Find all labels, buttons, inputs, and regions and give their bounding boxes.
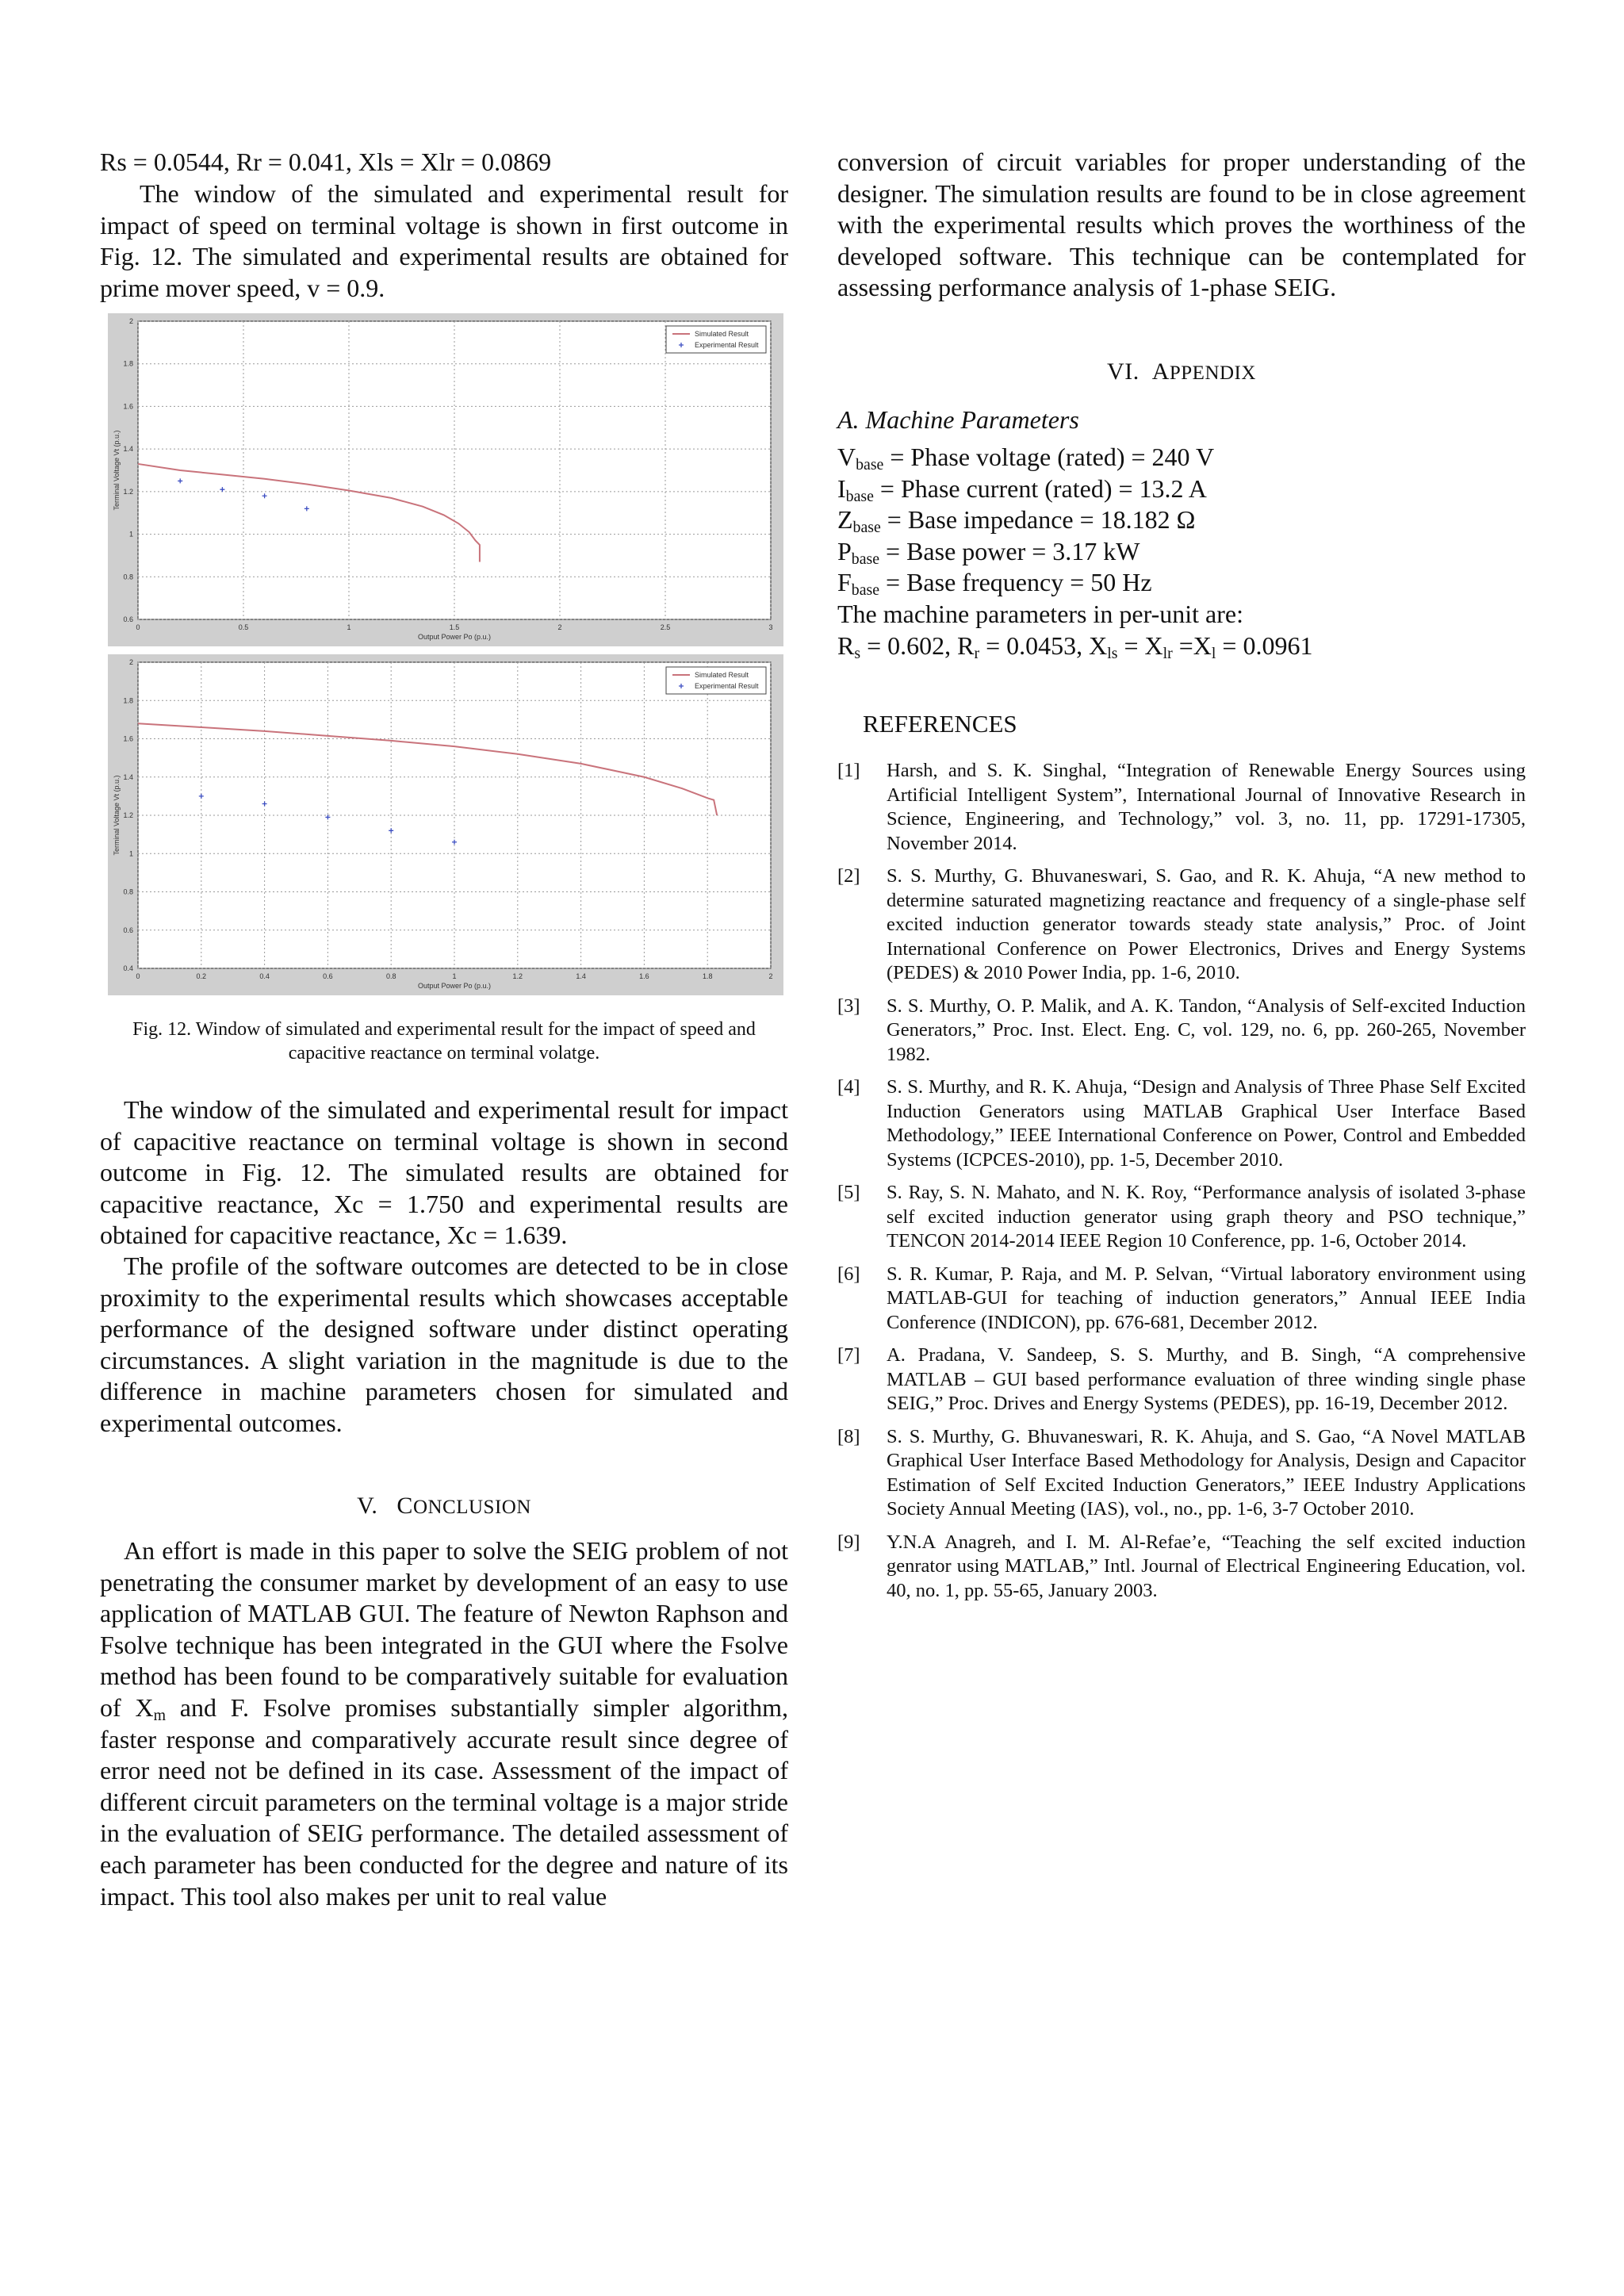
x-tick-label: 1.6 [639,972,649,980]
speed-paragraph: The window of the simulated and experimental result for impact of speed on terminal voltage is shown in first outcome in Fig. 12. The simulated and experimental results are obtained for prime mover speed, v = 0.9. [100,179,788,302]
appendix-first: A [1151,358,1170,385]
x-tick-label: 0.4 [259,972,270,980]
pu-intro: The machine parameters in per-unit are: [837,599,1243,628]
x-tick-label: 2 [557,623,562,631]
conclusion-text-b: and F. Fsolve promises substantially simpler algorithm, faster response and comparatively accurate result since degree of error need not be defined in its case. Assessment of the impact of different circuit parameters on the terminal voltage is a major stride in the evaluation of SEIG performance. The detailed assessment of each parameter has been conducted for the degree and nature of its impact. This tool also makes per unit to real value [100,1692,789,1911]
y-tick-label: 1 [128,530,133,539]
y-tick-label: 1.8 [123,696,133,705]
reference-item: [6] S. R. Kumar, P. Raja, and M. P. Selvan, “Virtual laboratory environment using MATLAB-GUI for teaching of induction generators,” Annual IEEE India Conference (INDICON), pp. 676-681, December 2012. [837,1263,1526,1333]
conclusion-text-a: An effort is made in this paper to solve the SEIG problem of not penetrating the consumer market by development of an easy to use application of MATLAB GUI. The feature of Newton Raphson and Fsolve technique has been integrated in the GUI where the Fsolve method has been found to be comparatively suitable for evaluation of X [100,1536,788,1722]
plot-speed-svg [108,313,783,646]
reference-item: [5] S. Ray, S. N. Mahato, and N. K. Roy, “Performance analysis of isolated 3-phase self excited induction generator using graph theory and PSO technique,” TENCON 2014-2014 IEEE Region 10 Conference, pp. 1-6, October 2014. [837,1182,1526,1251]
y-tick-label: 0.6 [123,615,133,623]
conversion-paragraph: conversion of circuit variables for proper understanding of the designer. The simulation results are found to be in close agreement with the experimental results which proves the worthiness of the developed software. This technique can be contemplated for assessing performance analysis of 1-phase SEIG. [837,148,1526,302]
param-pbase: $P_{base}$ = Base power = 3.17 kW [837,536,1140,568]
conclusion-heading [100,1493,788,1520]
params-line: Rs = 0.0544, Rr = 0.041, Xls = Xlr = 0.0869 [100,148,552,176]
x-axis-label: Output Power Po (p.u.) [417,982,492,990]
reference-item: [7] A. Pradana, V. Sandeep, S. S. Murthy, and B. Singh, “A comprehensive MATLAB – GUI based performance evaluation of three winding single phase SEIG,” Proc. Drives and Energy Systems (PEDES), pp. 16-19, December 2012. [837,1344,1526,1414]
y-tick-label: 1.6 [123,734,133,743]
conclusion-rest: ONCLUSION [412,1497,531,1518]
y-tick-label: 0.8 [123,887,133,896]
param-fbase: $F_{base}$ = Base frequency = 50 Hz [837,568,1152,600]
param-vbase: $V_{base}$ = Phase voltage (rated) = 240 V [837,443,1215,473]
param-zbase: $Z_{base}$ = Base impedance = 18.182 Ω [837,505,1196,537]
x-tick-label: 1 [452,972,457,980]
plot-area [138,662,771,968]
reactance-paragraph: The window of the simulated and experimental result for impact of capacitive reactance on terminal voltage is shown in second outcome in Fig. 12. The simulated results are obtained for capacitive reactance, Xc = 1.750 and experimental results are obtained for capacitive reactance, Xc = 1.639. [100,1095,788,1250]
x-tick-label: 1.8 [702,972,713,980]
x-tick-label: 1 [347,623,351,631]
conclusion-num: V. [357,1493,378,1519]
y-tick-label: 1 [128,849,133,858]
reference-item: [4] S. S. Murthy, and R. K. Ahuja, “Design and Analysis of Three Phase Self Excited Induction Generators using MATLAB Graphical User Interface Based Methodology,” IEEE International Conference on Power, Control and Embedded Systems (ICPCES-2010), pp. 1-5, December 2010. [837,1076,1526,1171]
reference-list [837,759,1526,1612]
y-tick-label: 1.4 [123,445,133,454]
profile-paragraph: The profile of the software outcomes are detected to be in close proximity to the experimental results which showcases acceptable performance of the designed software under distinct operating circumstances. A slight variation in the magnitude is due to the difference in machine parameters chosen for simulated and experimental outcomes. [100,1251,788,1437]
x-tick-label: 2 [768,972,773,980]
x-tick-label: 0.2 [196,972,207,980]
figure-caption: Fig. 12. Window of simulated and experimental result for the impact of speed and capacitive reactance on terminal volatge. [132,1019,756,1064]
conclusion-paragraph [100,1535,788,1912]
y-tick-label: 0.4 [123,964,133,972]
appendix-num: VI. [1107,358,1139,385]
machine-parameters-heading: A. Machine Parameters [837,405,1079,434]
x-tick-label: 1.2 [512,972,523,980]
y-tick-label: 1.6 [123,402,133,411]
legend-label: Simulated Result [695,330,749,338]
conclusion-first: C [396,1493,413,1519]
reference-item: [2] S. S. Murthy, G. Bhuvaneswari, S. Gao, and R. K. Ahuja, “A new method to determine saturated magnetizing reactance and frequency of a single-phase self excited induction generator towards steady state analysis,” Proc. of Joint International Conference on Power Electronics, Drives and Energy Systems (PEDES) & 2010 Power India, pp. 1-6, 2010. [837,865,1526,983]
x-tick-label: 1.4 [576,972,586,980]
x-tick-label: 0 [136,623,140,631]
x-tick-label: 0.5 [238,623,249,631]
y-tick-label: 2 [128,658,133,666]
y-tick-label: 1.2 [123,811,133,819]
reference-item: [8] S. S. Murthy, G. Bhuvaneswari, R. K. Ahuja, and S. Gao, “A Novel MATLAB Graphical User Interface Based Methodology for Analysis, Design and Capacitor Estimation of Self Excited Induction Generators,” IEEE Industry Applications Society Annual Meeting (IAS), vol., no., pp. 1-6, 3-7 October 2010. [837,1425,1526,1520]
base-values [837,442,1526,661]
y-tick-label: 1.4 [123,772,133,781]
figure-plot-reactance [108,654,783,995]
x-axis-label: Output Power Po (p.u.) [417,633,492,641]
x-tick-label: 0 [136,972,140,980]
reference-item: [9] Y.N.A Anagreh, and I. M. Al-Refae’e, “Teaching the self excited induction genrator using MATLAB,” Intl. Journal of Electrical Engineering Education, vol. 40, no. 1, pp. 55-65, January 2003. [837,1531,1526,1601]
x-tick-label: 3 [768,623,773,631]
x-tick-label: 1.5 [449,623,460,631]
y-tick-label: 0.8 [123,573,133,581]
legend-label: Experimental Result [695,341,759,349]
plot-reactance-svg [108,654,783,995]
legend-label: Simulated Result [695,671,749,679]
conclusion-sub: m [153,1706,166,1724]
param-ibase: $I_{base}$ = Phase current (rated) = 13.2 A [837,473,1207,505]
pu-values: $R_s = 0.602$, $R_r = 0.0453$, $X_{ls} = X_{lr} =X_l = 0.0961$ [837,631,1313,662]
references-heading: REFERENCES [863,710,1017,738]
y-tick-label: 0.6 [123,926,133,934]
x-tick-label: 0.8 [385,972,396,980]
y-tick-label: 1.8 [123,359,133,368]
reference-item: [1] Harsh, and S. K. Singhal, “Integration of Renewable Energy Sources using Artificial Intelligent System”, International Journal of Innovative Research in Science, Engineering, and Technology,” vol. 3, no. 11, pp. 17291-17305, November 2014. [837,760,1526,854]
x-tick-label: 2.5 [660,623,671,631]
x-tick-label: 0.6 [323,972,333,980]
legend-label: Experimental Result [695,682,759,690]
reference-item: [3] S. S. Murthy, O. P. Malik, and A. K. Tandon, “Analysis of Self-excited Induction Generators,” Proc. Inst. Elect. Eng. C, vol. 129, no. 6, pp. 260-265, November 1982. [837,995,1526,1065]
y-axis-label: Terminal Voltage Vt (p.u.) [113,775,121,856]
y-tick-label: 2 [128,317,133,325]
y-axis-label: Terminal Voltage Vt (p.u.) [113,430,121,511]
y-tick-label: 1.2 [123,487,133,496]
appendix-heading [837,358,1526,385]
figure-plot-speed [108,313,783,646]
appendix-rest: PPENDIX [1169,362,1256,384]
